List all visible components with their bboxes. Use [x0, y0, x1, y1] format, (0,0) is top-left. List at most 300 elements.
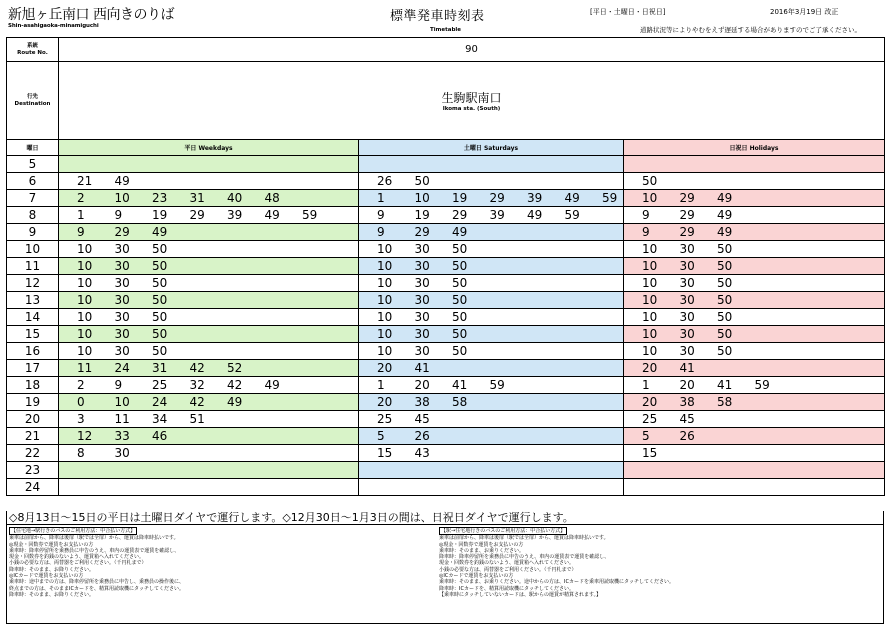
- fare-notes-from-station: [439, 527, 674, 598]
- stop-name-romanized: Shin-asahigaoka-minamiguchi: [8, 23, 99, 29]
- timetable-row: [7, 241, 885, 258]
- departure-minute: 32: [189, 378, 205, 392]
- fare-note-line: 降車時：そのまま、お降りください。: [9, 566, 95, 573]
- departure-minute: 19: [452, 191, 468, 205]
- departure-minute: 29: [489, 191, 505, 205]
- holiday-minutes-cell: [624, 360, 885, 377]
- departure-minute: 50: [452, 259, 468, 273]
- departure-minute: 10: [642, 191, 658, 205]
- departure-minute: 9: [642, 208, 650, 222]
- departure-minute: 30: [114, 446, 130, 460]
- service-footnote: ◇8月13日～15日の平日は土曜日ダイヤで運行します。◇12月30日～1月3日の間は、日祝日ダイヤで運行します。: [6, 511, 884, 525]
- departure-minute: 9: [642, 225, 650, 239]
- timetable-row: [7, 445, 885, 462]
- departure-minute: 41: [414, 361, 430, 375]
- departure-minute: 45: [679, 412, 695, 426]
- departure-minute: 50: [717, 276, 733, 290]
- departure-minute: 30: [414, 327, 430, 341]
- weekday-minutes-cell: [59, 411, 359, 428]
- departure-minute: 10: [377, 259, 393, 273]
- weekday-minutes-cell: [59, 241, 359, 258]
- page-subtitle: Timetable: [430, 27, 461, 33]
- departure-minute: 9: [114, 208, 123, 222]
- departure-minute: 10: [77, 344, 93, 358]
- timetable-row: [7, 326, 885, 343]
- weekday-minutes-cell: [59, 224, 359, 241]
- fare-info-panel: [6, 525, 884, 624]
- departure-minute: 50: [152, 242, 168, 256]
- destination-label-en: Destination: [14, 100, 51, 107]
- hour-cell: 16: [7, 343, 59, 360]
- departure-minute: 59: [564, 208, 580, 222]
- departure-minute: 10: [114, 191, 130, 205]
- saturday-minutes-cell: [359, 377, 624, 394]
- departure-minute: 40: [227, 191, 243, 205]
- departure-minute: 49: [264, 208, 280, 222]
- fare-note-line: 降車時：そのまま、お降りください。: [9, 591, 95, 598]
- departure-minute: 29: [679, 191, 695, 205]
- weekday-minutes-cell: [59, 326, 359, 343]
- holiday-minutes-cell: [624, 377, 885, 394]
- saturday-minutes-cell: [359, 394, 624, 411]
- fare-note-line: 乗車時：そのまま、お乗りください。途中からの方は、ICカードを乗車用読取機にタッチしてください。: [439, 579, 674, 586]
- weekday-minutes-cell: [59, 258, 359, 275]
- departure-minute: 9: [114, 378, 123, 392]
- departure-minute: 30: [679, 327, 695, 341]
- holiday-column-header: 日祝日 Holidays: [624, 140, 885, 156]
- holiday-minutes-cell: [624, 326, 885, 343]
- departure-minute: 50: [717, 344, 733, 358]
- timetable-row: [7, 411, 885, 428]
- departure-minute: 59: [754, 378, 770, 392]
- departure-minute: 30: [114, 276, 130, 290]
- departure-minute: 10: [642, 259, 658, 273]
- departure-minute: 24: [152, 395, 168, 409]
- departure-minute: 10: [642, 293, 658, 307]
- holiday-minutes-cell: [624, 224, 885, 241]
- departure-minute: 10: [77, 242, 93, 256]
- departure-minute: 15: [642, 446, 658, 460]
- departure-minute: 50: [452, 344, 468, 358]
- departure-minute: 10: [377, 327, 393, 341]
- timetable-row: [7, 173, 885, 190]
- departure-minute: 30: [114, 344, 130, 358]
- saturday-minutes-cell: [359, 190, 624, 207]
- departure-minute: 11: [114, 412, 130, 426]
- holiday-minutes-cell: [624, 445, 885, 462]
- fare-note-line: 乗車時：降車停留所を乗務員に申告のうえ、車内の運賃表で運賃を確認し、: [9, 547, 180, 554]
- departure-minute: 50: [152, 293, 168, 307]
- departure-minute: 59: [602, 191, 618, 205]
- route-number: 90: [59, 38, 885, 62]
- saturday-minutes-cell: [359, 309, 624, 326]
- hour-column-header: 曜日: [7, 140, 59, 156]
- departure-minute: 25: [152, 378, 168, 392]
- departure-minute: 42: [189, 361, 205, 375]
- departure-minute: 20: [377, 361, 393, 375]
- departure-minute: 10: [77, 293, 93, 307]
- departure-minute: 34: [152, 412, 168, 426]
- departure-minute: 19: [414, 208, 430, 222]
- column-header-row: [7, 140, 885, 156]
- departure-minute: 50: [717, 293, 733, 307]
- hour-cell: 14: [7, 309, 59, 326]
- departure-minute: 10: [377, 344, 393, 358]
- departure-minute: 39: [489, 208, 505, 222]
- holiday-minutes-cell: [624, 156, 885, 173]
- weekday-minutes-cell: [59, 360, 359, 377]
- route-label-jp: 系統: [26, 42, 38, 49]
- holiday-minutes-cell: [624, 241, 885, 258]
- departure-minute: 50: [717, 259, 733, 273]
- departure-minute: 49: [527, 208, 543, 222]
- fare-note-line: 乗車は前扉から、降車は後扉（駅では全扉）から、運賃は降車時払いです。: [9, 535, 179, 542]
- departure-minute: 10: [77, 276, 93, 290]
- departure-minute: 50: [717, 310, 733, 324]
- departure-minute: 49: [264, 378, 280, 392]
- departure-minute: 49: [717, 208, 733, 222]
- departure-minute: 10: [377, 310, 393, 324]
- timetable-row: [7, 479, 885, 496]
- hour-cell: 10: [7, 241, 59, 258]
- departure-minute: 48: [264, 191, 280, 205]
- departure-minute: 1: [77, 208, 85, 222]
- departure-minute: 39: [527, 191, 543, 205]
- weekday-minutes-cell: [59, 428, 359, 445]
- hour-cell: 12: [7, 275, 59, 292]
- timetable-row: [7, 190, 885, 207]
- weekday-minutes-cell: [59, 275, 359, 292]
- hour-cell: 19: [7, 394, 59, 411]
- departure-minute: 19: [152, 208, 168, 222]
- departure-minute: 5: [642, 429, 650, 443]
- holiday-minutes-cell: [624, 207, 885, 224]
- stop-name: 新旭ヶ丘南口 西向きのりば: [8, 7, 174, 23]
- fare-note-line: 終点までの方は、そのままICカードを、精算用読取機にタッチしてください。: [9, 585, 184, 592]
- departure-minute: 10: [642, 327, 658, 341]
- departure-minute: 29: [452, 208, 468, 222]
- departure-minute: 30: [114, 242, 130, 256]
- departure-minute: 49: [717, 225, 733, 239]
- departure-minute: 30: [114, 310, 130, 324]
- timetable-row: [7, 156, 885, 173]
- departure-minute: 26: [377, 174, 393, 188]
- holiday-minutes-cell: [624, 309, 885, 326]
- departure-minute: 49: [152, 225, 168, 239]
- departure-minute: 41: [452, 378, 468, 392]
- departure-minute: 43: [414, 446, 430, 460]
- departure-minute: 50: [642, 174, 658, 188]
- weekday-minutes-cell: [59, 156, 359, 173]
- departure-minute: 31: [152, 361, 168, 375]
- departure-minute: 10: [377, 242, 393, 256]
- departure-minute: 38: [679, 395, 695, 409]
- departure-minute: 20: [377, 395, 393, 409]
- departure-minute: 30: [114, 293, 130, 307]
- fare-note-line: 乗車時：途中までの方は、降車停留所を乗務員に申告し、乗務員の操作後に、: [9, 579, 185, 586]
- departure-minute: 11: [77, 361, 93, 375]
- saturday-minutes-cell: [359, 156, 624, 173]
- departure-minute: 29: [114, 225, 130, 239]
- departure-minute: 30: [679, 242, 695, 256]
- departure-minute: 10: [77, 310, 93, 324]
- hour-cell: 9: [7, 224, 59, 241]
- destination: [59, 62, 885, 140]
- hour-cell: 21: [7, 428, 59, 445]
- fare-notes-to-station: [9, 527, 184, 598]
- hour-cell: 13: [7, 292, 59, 309]
- saturday-minutes-cell: [359, 224, 624, 241]
- fare-note-line: ◎ICカードで運賃をお支払いの方: [9, 573, 84, 580]
- holiday-minutes-cell: [624, 394, 885, 411]
- departure-minute: 50: [152, 259, 168, 273]
- timetable-row: [7, 377, 885, 394]
- departure-minute: 50: [452, 276, 468, 290]
- departure-minute: 30: [679, 276, 695, 290]
- saturday-minutes-cell: [359, 326, 624, 343]
- departure-minute: 50: [452, 242, 468, 256]
- departure-minute: 41: [679, 361, 695, 375]
- departure-minute: 21: [77, 174, 93, 188]
- timetable-row: [7, 428, 885, 445]
- holiday-minutes-cell: [624, 411, 885, 428]
- departure-minute: 29: [679, 208, 695, 222]
- departure-minute: 50: [152, 310, 168, 324]
- saturday-minutes-cell: [359, 462, 624, 479]
- timetable-row: [7, 207, 885, 224]
- timetable-row: [7, 224, 885, 241]
- departure-minute: 5: [377, 429, 385, 443]
- hour-cell: 6: [7, 173, 59, 190]
- saturday-minutes-cell: [359, 241, 624, 258]
- saturday-minutes-cell: [359, 258, 624, 275]
- route-label: [7, 38, 59, 62]
- departure-minute: 12: [77, 429, 93, 443]
- departure-minute: 30: [414, 242, 430, 256]
- saturday-minutes-cell: [359, 275, 624, 292]
- saturday-minutes-cell: [359, 445, 624, 462]
- holiday-minutes-cell: [624, 258, 885, 275]
- departure-minute: 20: [679, 378, 695, 392]
- destination-name: 生駒駅南口: [441, 91, 502, 105]
- saturday-minutes-cell: [359, 173, 624, 190]
- departure-minute: 29: [414, 225, 430, 239]
- departure-minute: 15: [377, 446, 393, 460]
- hour-cell: 5: [7, 156, 59, 173]
- departure-minute: 10: [642, 276, 658, 290]
- saturday-minutes-cell: [359, 360, 624, 377]
- fare-note-line: 小銭の必要な方は、両替器をご利用ください。（千円札まで）: [9, 560, 147, 567]
- timetable-body: [7, 156, 885, 496]
- departure-minute: 33: [114, 429, 130, 443]
- departure-minute: 9: [77, 225, 85, 239]
- departure-minute: 2: [77, 191, 85, 205]
- holiday-minutes-cell: [624, 292, 885, 309]
- departure-minute: 29: [679, 225, 695, 239]
- weekday-minutes-cell: [59, 207, 359, 224]
- departure-minute: 3: [77, 412, 85, 426]
- departure-minute: 8: [77, 446, 85, 460]
- departure-minute: 30: [679, 259, 695, 273]
- holiday-minutes-cell: [624, 275, 885, 292]
- departure-minute: 50: [452, 293, 468, 307]
- departure-minute: 50: [152, 276, 168, 290]
- departure-minute: 49: [717, 191, 733, 205]
- timetable-row: [7, 292, 885, 309]
- departure-minute: 10: [414, 191, 430, 205]
- timetable-row: [7, 258, 885, 275]
- destination-name-en: Ikoma sta. (South): [442, 106, 501, 112]
- departure-minute: 23: [152, 191, 168, 205]
- departure-minute: 1: [642, 378, 650, 392]
- saturday-minutes-cell: [359, 207, 624, 224]
- holiday-minutes-cell: [624, 479, 885, 496]
- saturday-minutes-cell: [359, 428, 624, 445]
- departure-minute: 30: [114, 327, 130, 341]
- hour-cell: 8: [7, 207, 59, 224]
- departure-minute: 38: [414, 395, 430, 409]
- departure-minute: 26: [414, 429, 430, 443]
- departure-minute: 25: [642, 412, 658, 426]
- departure-minute: 30: [414, 344, 430, 358]
- departure-minute: 25: [377, 412, 393, 426]
- saturday-minutes-cell: [359, 411, 624, 428]
- saturday-minutes-cell: [359, 343, 624, 360]
- weekday-minutes-cell: [59, 190, 359, 207]
- fare-note-line: 【住宅地→駅行きのバスのご利用方法：中合払い方式】: [11, 528, 136, 534]
- fare-note-line: 降車時：降車停留所を乗務員に申告のうえ、車内の運賃表で運賃を確認し、: [439, 554, 610, 561]
- weekday-minutes-cell: [59, 343, 359, 360]
- saturday-column-header: 土曜日 Saturdays: [359, 140, 624, 156]
- hour-cell: 22: [7, 445, 59, 462]
- departure-minute: 50: [717, 327, 733, 341]
- departure-minute: 24: [114, 361, 130, 375]
- departure-minute: 49: [227, 395, 243, 409]
- timetable-row: [7, 343, 885, 360]
- departure-minute: 10: [77, 259, 93, 273]
- departure-minute: 10: [114, 395, 130, 409]
- hour-cell: 24: [7, 479, 59, 496]
- fare-note-line: 乗車時：そのまま、お乗りください。: [439, 547, 525, 554]
- departure-minute: 42: [189, 395, 205, 409]
- hour-cell: 18: [7, 377, 59, 394]
- weekday-column-header: 平日 Weekdays: [59, 140, 359, 156]
- departure-minute: 51: [189, 412, 205, 426]
- departure-minute: 30: [679, 310, 695, 324]
- departure-minute: 9: [377, 225, 385, 239]
- weekday-minutes-cell: [59, 377, 359, 394]
- holiday-minutes-cell: [624, 343, 885, 360]
- weekday-minutes-cell: [59, 309, 359, 326]
- destination-row: [7, 62, 885, 140]
- timetable-row: [7, 360, 885, 377]
- departure-minute: 10: [642, 310, 658, 324]
- departure-minute: 1: [377, 378, 385, 392]
- weekday-minutes-cell: [59, 394, 359, 411]
- timetable-row: [7, 309, 885, 326]
- departure-minute: 30: [679, 293, 695, 307]
- departure-minute: 30: [679, 344, 695, 358]
- weekday-minutes-cell: [59, 173, 359, 190]
- hour-cell: 11: [7, 258, 59, 275]
- departure-minute: 0: [77, 395, 85, 409]
- fare-note-line: 現金・回数券を釣銭のないよう、運賃箱へ入れてください。: [9, 554, 145, 561]
- delay-notice: 道路状況等によりやむをえず遅延する場合がありますのでご了承ください。: [640, 26, 861, 34]
- departure-minute: 45: [414, 412, 430, 426]
- fare-note-line: ◎現金・回数券で運賃をお支払いの方: [9, 541, 94, 548]
- departure-minute: 50: [152, 327, 168, 341]
- fare-note-line: 【駅→住宅地行きのバスのご利用方法：中合払い方式】: [441, 528, 566, 534]
- departure-minute: 26: [679, 429, 695, 443]
- departure-minute: 42: [227, 378, 243, 392]
- weekday-minutes-cell: [59, 462, 359, 479]
- departure-minute: 30: [414, 310, 430, 324]
- departure-minute: 49: [114, 174, 130, 188]
- weekday-minutes-cell: [59, 292, 359, 309]
- holiday-minutes-cell: [624, 462, 885, 479]
- fare-note-line: 乗車は前扉から、降車は後扉（駅では全扉）から、運賃は降車時払いです。: [439, 535, 609, 542]
- fare-note-line: 降車時：ICカードを、精算用読取機にタッチしてください。: [439, 585, 574, 592]
- departure-minute: 50: [452, 327, 468, 341]
- departure-minute: 39: [227, 208, 243, 222]
- departure-minute: 20: [414, 378, 430, 392]
- day-types-label: [平日・土曜日・日祝日]: [590, 8, 666, 16]
- hour-cell: 23: [7, 462, 59, 479]
- departure-minute: 59: [489, 378, 505, 392]
- timetable-row: [7, 462, 885, 479]
- departure-minute: 10: [642, 344, 658, 358]
- departure-minute: 10: [377, 276, 393, 290]
- destination-label: [7, 62, 59, 140]
- timetable-row: [7, 275, 885, 292]
- departure-minute: 49: [452, 225, 468, 239]
- departure-minute: 20: [642, 361, 658, 375]
- holiday-minutes-cell: [624, 190, 885, 207]
- fare-note-line: 【乗車時にタッチしていないカードは、駅からの運賃が精算されます。】: [439, 591, 602, 598]
- departure-minute: 20: [642, 395, 658, 409]
- departure-minute: 10: [377, 293, 393, 307]
- departure-minute: 50: [452, 310, 468, 324]
- departure-minute: 31: [189, 191, 205, 205]
- hour-cell: 15: [7, 326, 59, 343]
- saturday-minutes-cell: [359, 292, 624, 309]
- page-title: 標準発車時刻表: [390, 9, 485, 24]
- departure-minute: 58: [452, 395, 468, 409]
- hour-cell: 7: [7, 190, 59, 207]
- hour-cell: 17: [7, 360, 59, 377]
- departure-minute: 1: [377, 191, 385, 205]
- fare-note-line: 小銭の必要な方は、両替器をご利用ください。（千円札まで）: [439, 566, 577, 573]
- departure-minute: 46: [152, 429, 168, 443]
- timetable-grid: [6, 37, 885, 496]
- departure-minute: 30: [414, 259, 430, 273]
- departure-minute: 9: [377, 208, 385, 222]
- departure-minute: 49: [564, 191, 580, 205]
- revision-date: 2016年3月19日 改正: [770, 8, 839, 16]
- holiday-minutes-cell: [624, 428, 885, 445]
- departure-minute: 58: [717, 395, 733, 409]
- fare-note-line: ◎現金・回数券で運賃をお支払いの方: [439, 541, 524, 548]
- departure-minute: 50: [414, 174, 430, 188]
- departure-minute: 29: [189, 208, 205, 222]
- departure-minute: 50: [717, 242, 733, 256]
- departure-minute: 10: [642, 242, 658, 256]
- departure-minute: 52: [227, 361, 243, 375]
- fare-note-line: 現金・回数券を釣銭のないよう、運賃箱へ入れてください。: [439, 560, 575, 567]
- destination-label-jp: 行先: [26, 93, 38, 100]
- departure-minute: 30: [114, 259, 130, 273]
- departure-minute: 50: [152, 344, 168, 358]
